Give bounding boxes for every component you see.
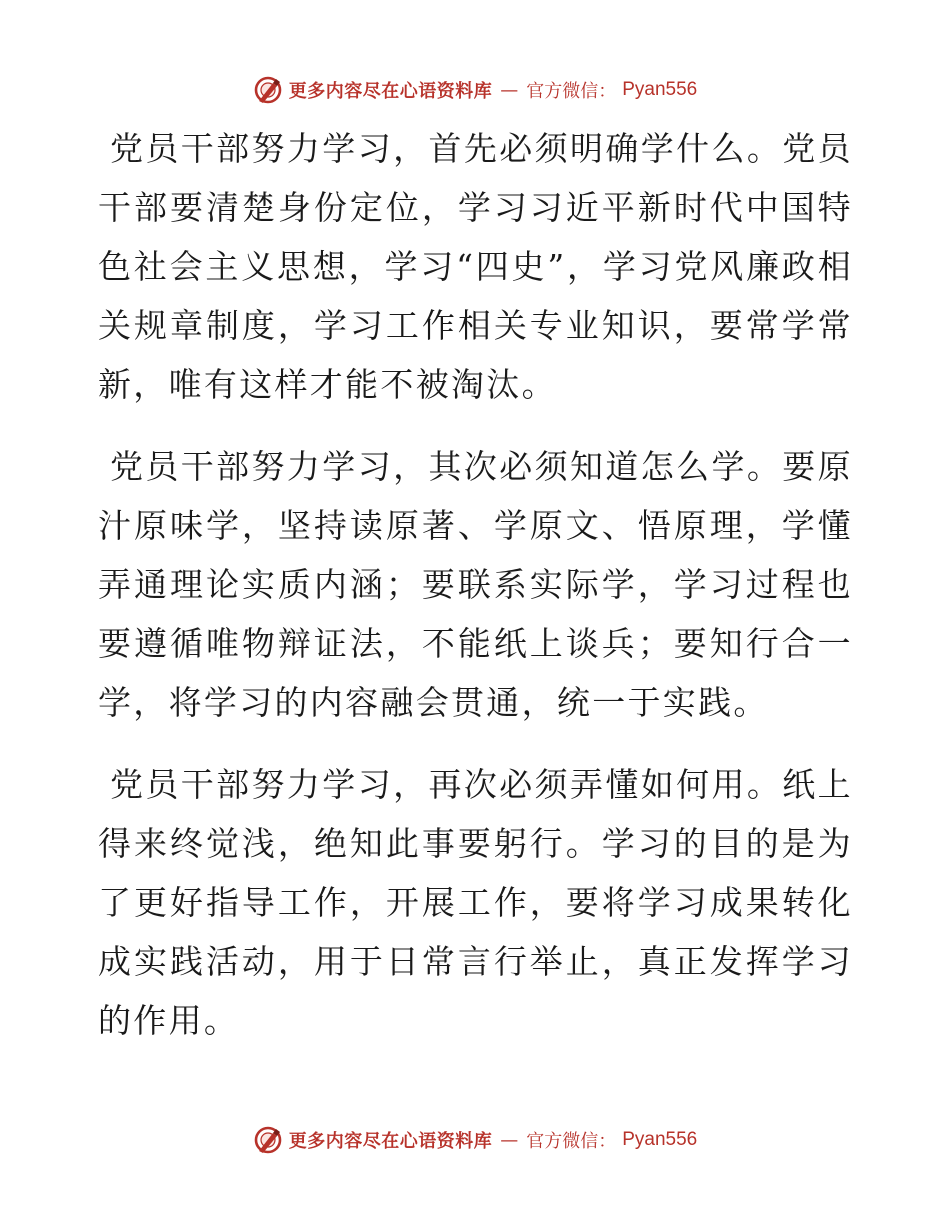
watermark-wechat-id: Pyan556 [622, 79, 698, 100]
watermark-dash: — [500, 1129, 519, 1151]
watermark [253, 1125, 698, 1155]
watermark-site-text: 更多内容尽在心语资料库 [288, 1131, 493, 1152]
watermark-dash: — [500, 79, 519, 101]
document-body [98, 119, 853, 1073]
paragraph-what-to-learn: 党员干部努力学习，首先必须明确学什么。党员干部要清楚身份定位，学习习近平新时代中国特色社会主义思想，学习“四史”，学习党风廉政相关规章制度，学习工作相关专业知识，要常学常新，唯有这样才能不被淘汰。 [98, 129, 853, 404]
pen-logo-icon [253, 75, 283, 105]
watermark-site-text: 更多内容尽在心语资料库 [288, 81, 493, 102]
watermark-wechat-label: 官方微信： [526, 81, 617, 102]
page-footer-watermark [0, 1122, 950, 1158]
watermark-wechat-id: Pyan556 [622, 1129, 698, 1150]
watermark [253, 75, 698, 105]
paragraph-how-to-learn: 党员干部努力学习，其次必须知道怎么学。要原汁原味学，坚持读原著、学原文、悟原理，学懂弄通理论实质内涵；要联系实际学，学习过程也要遵循唯物辩证法，不能纸上谈兵；要知行合一学，将学习的内容融会贯通，统一于实践。 [98, 447, 853, 722]
page-header-watermark [0, 72, 950, 108]
paragraph-how-to-apply: 党员干部努力学习，再次必须弄懂如何用。纸上得来终觉浅，绝知此事要躬行。学习的目的是为了更好指导工作，开展工作，要将学习成果转化成实践活动，用于日常言行举止，真正发挥学习的作用。 [98, 765, 853, 1040]
pen-logo-icon [253, 1125, 283, 1155]
watermark-wechat-label: 官方微信： [526, 1131, 617, 1152]
